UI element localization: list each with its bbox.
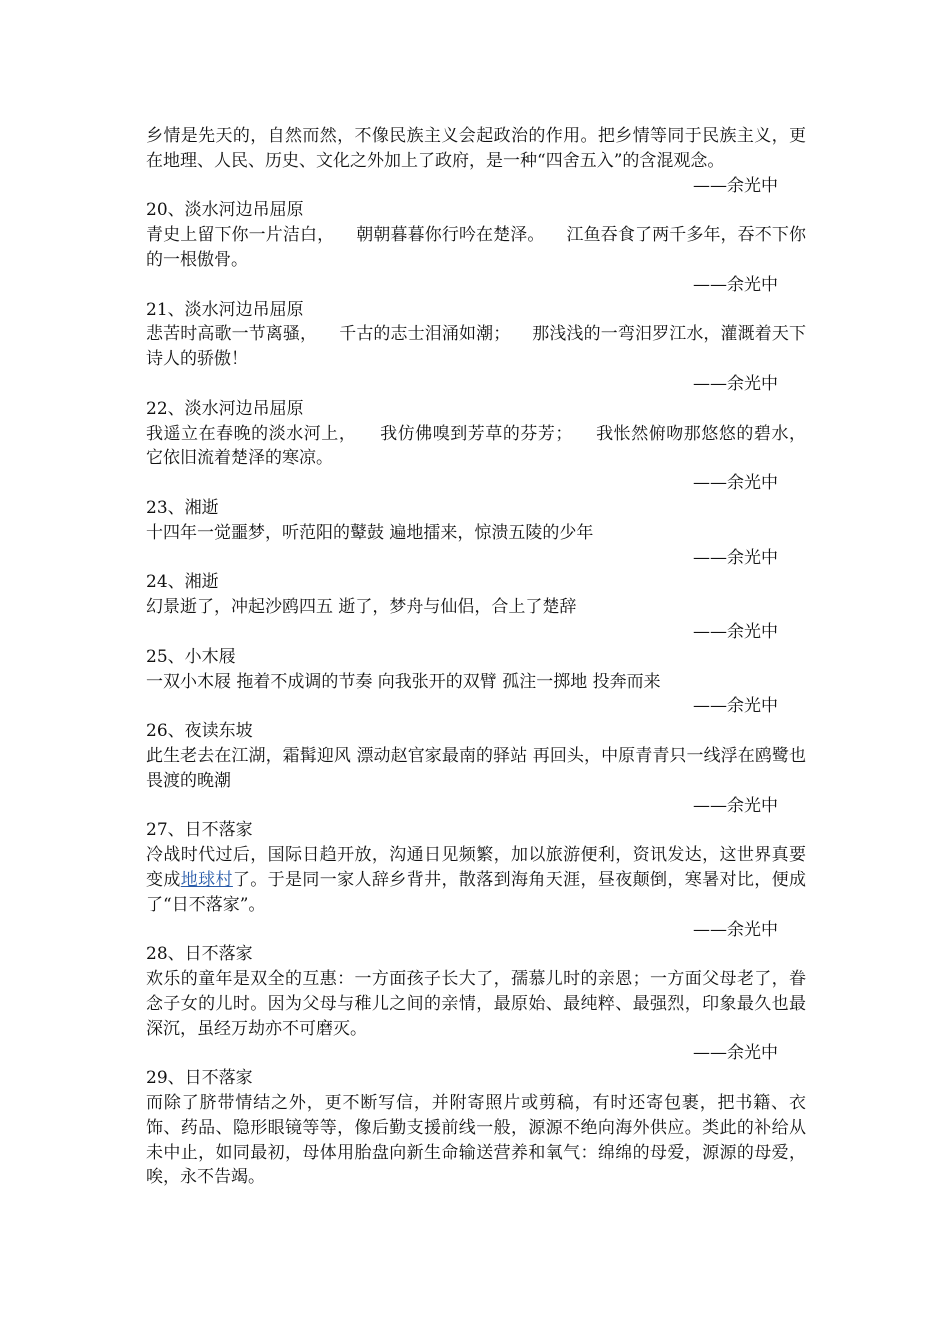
- entry-heading-27: 27、日不落家: [146, 820, 253, 841]
- entry-author-26: ——余光中: [693, 795, 778, 816]
- earth-village-link[interactable]: 地球村: [180, 869, 233, 890]
- entry-text-22: 我遥立在春晚的淡水河上， 我仿佛嗅到芳草的芬芳； 我怅然俯吻那悠悠的碧水， 它依旧流着楚泽的寒凉。: [146, 423, 828, 469]
- entry-heading-29: 29、日不落家: [146, 1068, 253, 1089]
- entry-text-27: [146, 843, 806, 917]
- entry-author-28: ——余光中: [693, 1043, 778, 1064]
- entry-heading-21: 21、淡水河边吊屈原: [146, 299, 304, 320]
- intro-paragraph: 乡情是先天的，自然而然，不像民族主义会起政治的作用。把乡情等同于民族主义，更在地理、人民、历史、文化之外加上了政府，是一种“四舍五入”的含混观念。: [146, 126, 806, 171]
- entry-author-27: ——余光中: [693, 919, 778, 940]
- entry-text-25: 一双小木屐 拖着不成调的节奏 向我张开的双臂 孤注一掷地 投奔而来: [146, 671, 661, 692]
- entry-heading-28: 28、日不落家: [146, 944, 253, 965]
- entry-text-27-before: 冷战时代过后，国际日趋开放，沟通日见频繁，加以旅游便利，资讯发达，这世界真要变成: [146, 845, 806, 890]
- entry-heading-22: 22、淡水河边吊屈原: [146, 398, 304, 419]
- entry-author-20: ——余光中: [693, 274, 778, 295]
- entry-heading-23: 23、湘逝: [146, 497, 219, 518]
- entry-heading-24: 24、湘逝: [146, 572, 219, 593]
- entry-author-25: ——余光中: [693, 696, 778, 717]
- entry-text-20: 青史上留下你一片洁白， 朝朝暮暮你行吟在楚泽。 江鱼吞食了两千多年，吞不下你的一根傲骨。: [146, 225, 806, 270]
- entry-author-23: ——余光中: [693, 547, 778, 568]
- entry-author-22: ——余光中: [693, 473, 778, 494]
- entry-heading-26: 26、夜读东坡: [146, 721, 253, 742]
- entry-text-28: 欢乐的童年是双全的互惠：一方面孩子长大了，孺慕儿时的亲恩；一方面父母老了，眷念子女的儿时。因为父母与稚儿之间的亲情，最原始、最纯粹、最强烈，印象最久也最深沉，虽经万劫亦不可磨灭。: [146, 969, 806, 1039]
- entry-text-23: 十四年一觉噩梦，听范阳的鼙鼓 遍地擂来，惊溃五陵的少年: [146, 522, 594, 543]
- entry-author-24: ——余光中: [693, 621, 778, 642]
- entry-author-21: ——余光中: [693, 373, 778, 394]
- document-page: [146, 124, 828, 1190]
- entry-text-29: 而除了脐带情结之外，更不断写信，并附寄照片或剪稿，有时还寄包裹，把书籍、衣饰、药品、隐形眼镜等等，像后勤支援前线一般，源源不绝向海外供应。类此的补给从未中止，如同最初，母体用胎盘向新生命输送营养和氧气：绵绵的母爱，源源的母爱，唉，永不告竭。: [146, 1093, 806, 1188]
- entry-text-27-after: 了。于是同一家人辞乡背井，散落到海角天涯，昼夜颠倒，寒暑对比，便成了“日不落家”。: [146, 869, 807, 915]
- entry-text-26: 此生老去在江湖，霜髯迎风 漂动赵官家最南的驿站 再回头，中原青青只一线浮在鸥鹭也畏渡的晚潮: [146, 745, 806, 791]
- entry-text-21: 悲苦时高歌一节离骚， 千古的志士泪涌如潮； 那浅浅的一弯汨罗江水，灌溉着天下诗人的骄傲！: [146, 324, 806, 370]
- entry-text-24: 幻景逝了，冲起沙鸥四五 逝了，梦舟与仙侣，合上了楚辞: [146, 597, 577, 618]
- entry-heading-25: 25、小木屐: [146, 646, 236, 667]
- entry-heading-20: 20、淡水河边吊屈原: [146, 200, 304, 221]
- intro-author: ——余光中: [693, 175, 778, 196]
